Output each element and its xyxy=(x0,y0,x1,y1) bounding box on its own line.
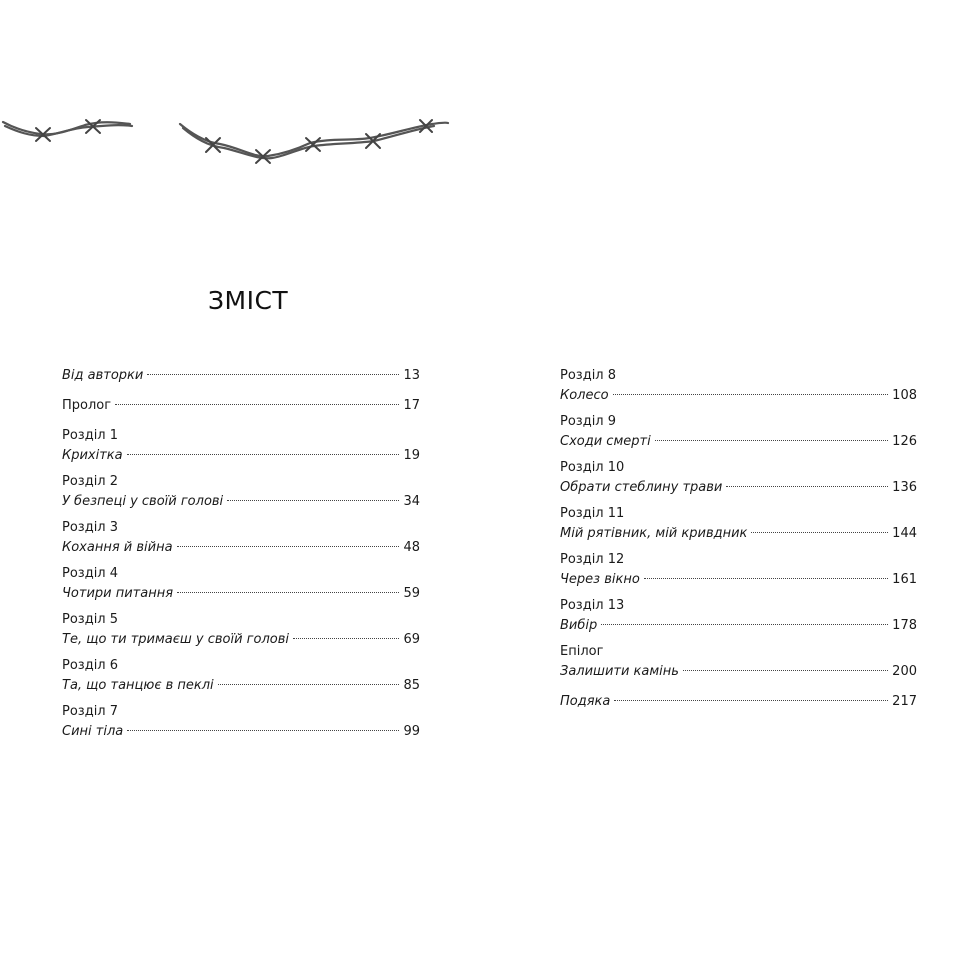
dot-leader xyxy=(227,500,399,501)
toc-entry[interactable] xyxy=(62,426,420,466)
toc-entry[interactable] xyxy=(560,596,917,636)
toc-entry-title: Залишити камінь xyxy=(560,664,679,679)
toc-entry[interactable] xyxy=(62,518,420,558)
toc-page-number: 85 xyxy=(403,678,420,693)
toc-entry-title: Те, що ти тримаєш у своїй голові xyxy=(62,632,289,647)
toc-page-number: 59 xyxy=(403,586,420,601)
toc-entry-title: Мій рятівник, мій кривдник xyxy=(560,526,748,541)
toc-entry[interactable] xyxy=(560,504,917,544)
chapter-label: Розділ 2 xyxy=(62,474,119,489)
toc-page-number: 144 xyxy=(892,526,917,541)
dot-leader xyxy=(683,670,888,671)
chapter-label: Розділ 7 xyxy=(62,704,119,719)
toc-page-number: 48 xyxy=(403,540,420,555)
dot-leader xyxy=(655,440,888,441)
dot-leader xyxy=(177,592,399,593)
toc-entry-title: Обрати стеблину трави xyxy=(560,480,723,495)
toc-entry[interactable] xyxy=(560,550,917,590)
toc-page-number: 136 xyxy=(892,480,917,495)
toc-entry-title: Сині тіла xyxy=(62,724,124,739)
toc-page-number: 19 xyxy=(403,448,420,463)
dot-leader xyxy=(177,546,400,547)
toc-entry[interactable] xyxy=(62,564,420,604)
chapter-label: Розділ 11 xyxy=(560,506,625,521)
toc-page-number: 69 xyxy=(403,632,420,647)
chapter-label: Епілог xyxy=(560,644,604,659)
chapter-label: Розділ 9 xyxy=(560,414,617,429)
toc-right-column xyxy=(560,366,917,712)
toc-entry[interactable] xyxy=(560,412,917,452)
toc-page-number: 34 xyxy=(403,494,420,509)
dot-leader xyxy=(751,532,888,533)
chapter-label: Розділ 10 xyxy=(560,460,625,475)
toc-page-number: 13 xyxy=(403,368,420,383)
toc-entry[interactable] xyxy=(62,472,420,512)
dot-leader xyxy=(614,700,888,701)
toc-entry[interactable] xyxy=(62,702,420,742)
chapter-label: Розділ 4 xyxy=(62,566,119,581)
dot-leader xyxy=(218,684,400,685)
dot-leader xyxy=(115,404,399,405)
toc-page-number: 178 xyxy=(892,618,917,633)
toc-page-number: 126 xyxy=(892,434,917,449)
toc-page-number: 217 xyxy=(892,694,917,709)
toc-page-number: 99 xyxy=(403,724,420,739)
dot-leader xyxy=(147,374,399,375)
toc-entry-title: Вибір xyxy=(560,618,598,633)
toc-entry[interactable] xyxy=(560,366,917,406)
chapter-label: Розділ 5 xyxy=(62,612,119,627)
dot-leader xyxy=(127,454,400,455)
toc-entry-title: Чотири питання xyxy=(62,586,174,601)
chapter-label: Розділ 12 xyxy=(560,552,625,567)
barbed-wire-ornament xyxy=(0,108,460,178)
chapter-label: Розділ 6 xyxy=(62,658,119,673)
dot-leader xyxy=(613,394,889,395)
toc-entry[interactable] xyxy=(62,610,420,650)
toc-entry[interactable] xyxy=(560,458,917,498)
toc-entry-title: Кохання й війна xyxy=(62,540,173,555)
toc-page-number: 200 xyxy=(892,664,917,679)
toc-entry[interactable] xyxy=(560,692,917,712)
toc-entry[interactable] xyxy=(560,642,917,682)
page-title: ЗМІСТ xyxy=(208,286,289,315)
chapter-label: Розділ 13 xyxy=(560,598,625,613)
toc-page-number: 108 xyxy=(892,388,917,403)
dot-leader xyxy=(127,730,399,731)
toc-entry-title: Сходи смерті xyxy=(560,434,651,449)
toc-page-number: 161 xyxy=(892,572,917,587)
toc-left-column xyxy=(62,366,420,742)
toc-page-number: 17 xyxy=(403,398,420,413)
dot-leader xyxy=(293,638,399,639)
dot-leader xyxy=(644,578,888,579)
toc-entry-title: Пролог xyxy=(62,398,112,413)
dot-leader xyxy=(726,486,888,487)
toc-entry[interactable] xyxy=(62,396,420,416)
dot-leader xyxy=(601,624,888,625)
toc-entry-title: Через вікно xyxy=(560,572,640,587)
toc-entry-title: У безпеці у своїй голові xyxy=(62,494,224,509)
chapter-label: Розділ 3 xyxy=(62,520,119,535)
toc-entry-title: Крихітка xyxy=(62,448,123,463)
toc-entry[interactable] xyxy=(62,366,420,386)
toc-entry-title: Та, що танцює в пеклі xyxy=(62,678,214,693)
toc-entry[interactable] xyxy=(62,656,420,696)
toc-entry-title: Колесо xyxy=(560,388,609,403)
chapter-label: Розділ 1 xyxy=(62,428,119,443)
chapter-label: Розділ 8 xyxy=(560,368,617,383)
toc-entry-title: Від авторки xyxy=(62,368,144,383)
toc-entry-title: Подяка xyxy=(560,694,611,709)
